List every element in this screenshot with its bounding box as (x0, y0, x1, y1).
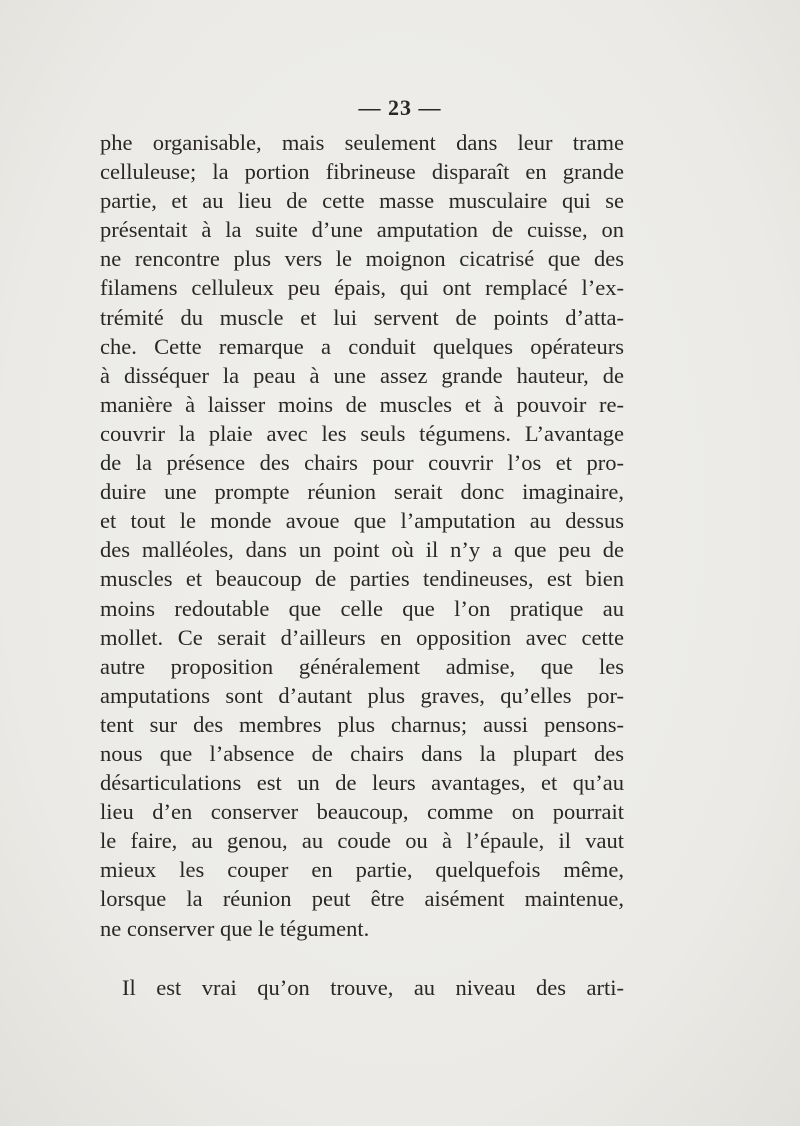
text-line: désarticulations est un de leurs avantages, et qu’au (100, 770, 624, 796)
paragraph-gap (100, 943, 624, 973)
body-text (100, 128, 624, 1002)
text-line: trémité du muscle et lui servent de points d’atta- (100, 304, 624, 330)
text-line: nous que l’absence de chairs dans la plupart des (100, 740, 624, 766)
text-line: duire une prompte réunion serait donc imaginaire, (100, 479, 624, 505)
paragraph-1 (100, 128, 624, 943)
text-line: à disséquer la peau à une assez grande hauteur, de (100, 362, 624, 388)
text-line: mieux les couper en partie, quelquefois même, (100, 857, 624, 883)
text-line: tent sur des membres plus charnus; aussi pensons- (100, 711, 624, 737)
text-line: ne conserver que le tégument. (100, 915, 370, 941)
text-line: manière à laisser moins de muscles et à pouvoir re- (100, 391, 624, 417)
text-line: che. Cette remarque a conduit quelques opérateurs (100, 333, 624, 359)
text-line: et tout le monde avoue que l’amputation au dessus (100, 508, 624, 534)
text-line: lorsque la réunion peut être aisément maintenue, (100, 886, 624, 912)
text-line: mollet. Ce serait d’ailleurs en opposition avec cette (100, 624, 624, 650)
text-line: couvrir la plaie avec les seuls tégumens. L’avantage (100, 420, 624, 446)
text-line: présentait à la suite d’une amputation de cuisse, on (100, 217, 624, 243)
page-number: — 23 — (358, 95, 442, 120)
text-line: phe organisable, mais seulement dans leur trame (100, 130, 624, 155)
paragraph-2 (100, 973, 624, 1002)
text-line: lieu d’en conserver beaucoup, comme on pourrait (100, 799, 624, 825)
text-line: de la présence des chairs pour couvrir l’os et pro- (100, 450, 624, 476)
text-line: amputations sont d’autant plus graves, qu’elles por- (100, 682, 624, 708)
text-line: partie, et au lieu de cette masse musculaire qui se (100, 188, 624, 214)
text-line: filamens celluleux peu épais, qui ont remplacé l’ex- (100, 275, 624, 301)
text-line: muscles et beaucoup de parties tendineuses, est bien (100, 566, 624, 592)
text-line: autre proposition généralement admise, que les (100, 653, 624, 679)
text-line: moins redoutable que celle que l’on pratique au (100, 595, 624, 621)
text-line: ne rencontre plus vers le moignon cicatrisé que des (100, 246, 624, 272)
text-line: celluleuse; la portion fibrineuse disparaît en grande (100, 159, 624, 185)
text-line: Il est vrai qu’on trouve, au niveau des arti- (122, 974, 624, 1000)
text-line: des malléoles, dans un point où il n’y a que peu de (100, 537, 624, 563)
text-line: le faire, au genou, au coude ou à l’épaule, il vaut (100, 828, 624, 854)
